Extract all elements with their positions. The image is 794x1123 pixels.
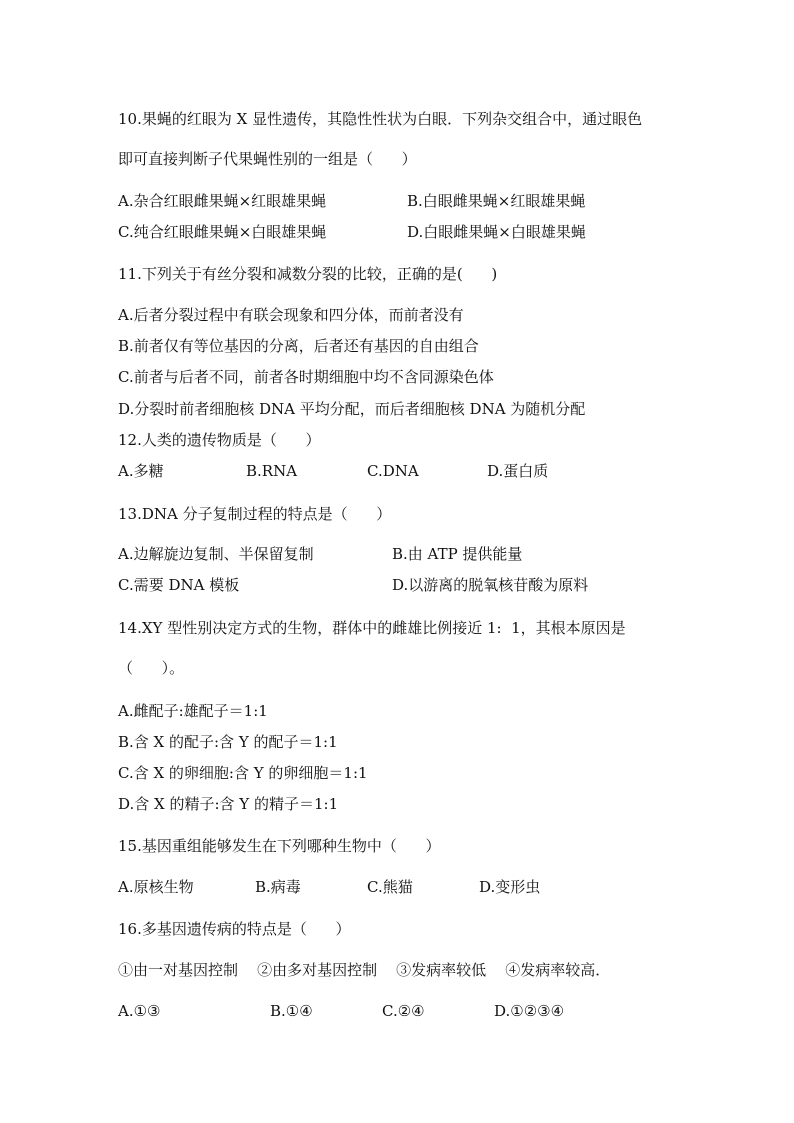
question-12-option-a: A.多糖 xyxy=(118,462,164,480)
question-16-option-c: C.②④ xyxy=(382,1002,425,1020)
question-12-option-c: C.DNA xyxy=(367,462,419,480)
question-14-option-b: B.含 X 的配子:含 Y 的配子＝1:1 xyxy=(118,733,338,751)
question-14-stem-line1: 14.XY 型性别决定方式的生物，群体中的雌雄比例接近 1: 1，其根本原因是 xyxy=(118,619,626,637)
question-11-stem: 11.下列关于有丝分裂和减数分裂的比较，正确的是( ) xyxy=(118,265,498,283)
question-11-option-d: D.分裂时前者细胞核 DNA 平均分配，而后者细胞核 DNA 为随机分配 xyxy=(118,400,586,418)
question-13-option-a: A.边解旋边复制、半保留复制 xyxy=(118,545,314,563)
question-16-option-a: A.①③ xyxy=(118,1002,161,1020)
question-15-option-b: B.病毒 xyxy=(255,878,301,896)
question-12-option-d: D.蛋白质 xyxy=(487,462,549,480)
question-16-stem: 16.多基因遗传病的特点是（ ） xyxy=(118,920,351,938)
question-16-option-b: B.①④ xyxy=(270,1002,313,1020)
question-10-option-c: C.纯合红眼雌果蝇×白眼雄果蝇 xyxy=(118,223,327,241)
question-10-option-a: A.杂合红眼雌果蝇×红眼雄果蝇 xyxy=(118,192,327,210)
question-14-option-c: C.含 X 的卵细胞:含 Y 的卵细胞＝1:1 xyxy=(118,764,368,782)
question-11-option-a: A.后者分裂过程中有联会现象和四分体，而前者没有 xyxy=(118,306,464,324)
question-15-stem: 15.基因重组能够发生在下列哪种生物中（ ） xyxy=(118,837,441,855)
question-10-stem-line2: 即可直接判断子代果蝇性别的一组是（ ） xyxy=(118,150,417,168)
question-12-option-b: B.RNA xyxy=(246,462,298,480)
question-16-items: ①由一对基因控制 ②由多对基因控制 ③发病率较低 ④发病率较高． xyxy=(118,961,611,979)
question-10-option-b: B.白眼雌果蝇×红眼雄果蝇 xyxy=(407,192,586,210)
question-13-option-b: B.由 ATP 提供能量 xyxy=(392,545,523,563)
question-12-stem: 12.人类的遗传物质是（ ） xyxy=(118,431,321,449)
question-14-stem-line2: （ ）。 xyxy=(118,659,185,677)
question-14-option-a: A.雌配子:雄配子＝1:1 xyxy=(118,702,268,720)
question-14-option-d: D.含 X 的精子:含 Y 的精子＝1:1 xyxy=(118,795,339,813)
question-11-option-c: C.前者与后者不同，前者各时期细胞中均不含同源染色体 xyxy=(118,368,494,386)
question-15-option-c: C.熊猫 xyxy=(367,878,413,896)
question-13-option-c: C.需要 DNA 模板 xyxy=(118,576,240,594)
question-13-stem: 13.DNA 分子复制过程的特点是（ ） xyxy=(118,505,392,523)
question-15-option-a: A.原核生物 xyxy=(118,878,194,896)
question-13-option-d: D.以游离的脱氧核苷酸为原料 xyxy=(392,576,589,594)
question-10-stem-line1: 10.果蝇的红眼为 X 显性遗传，其隐性性状为白眼．下列杂交组合中，通过眼色 xyxy=(118,110,643,128)
question-10-option-d: D.白眼雌果蝇×白眼雄果蝇 xyxy=(407,223,586,241)
question-16-option-d: D.①②③④ xyxy=(494,1002,565,1020)
question-11-option-b: B.前者仅有等位基因的分离，后者还有基因的自由组合 xyxy=(118,337,479,355)
question-15-option-d: D.变形虫 xyxy=(479,878,541,896)
